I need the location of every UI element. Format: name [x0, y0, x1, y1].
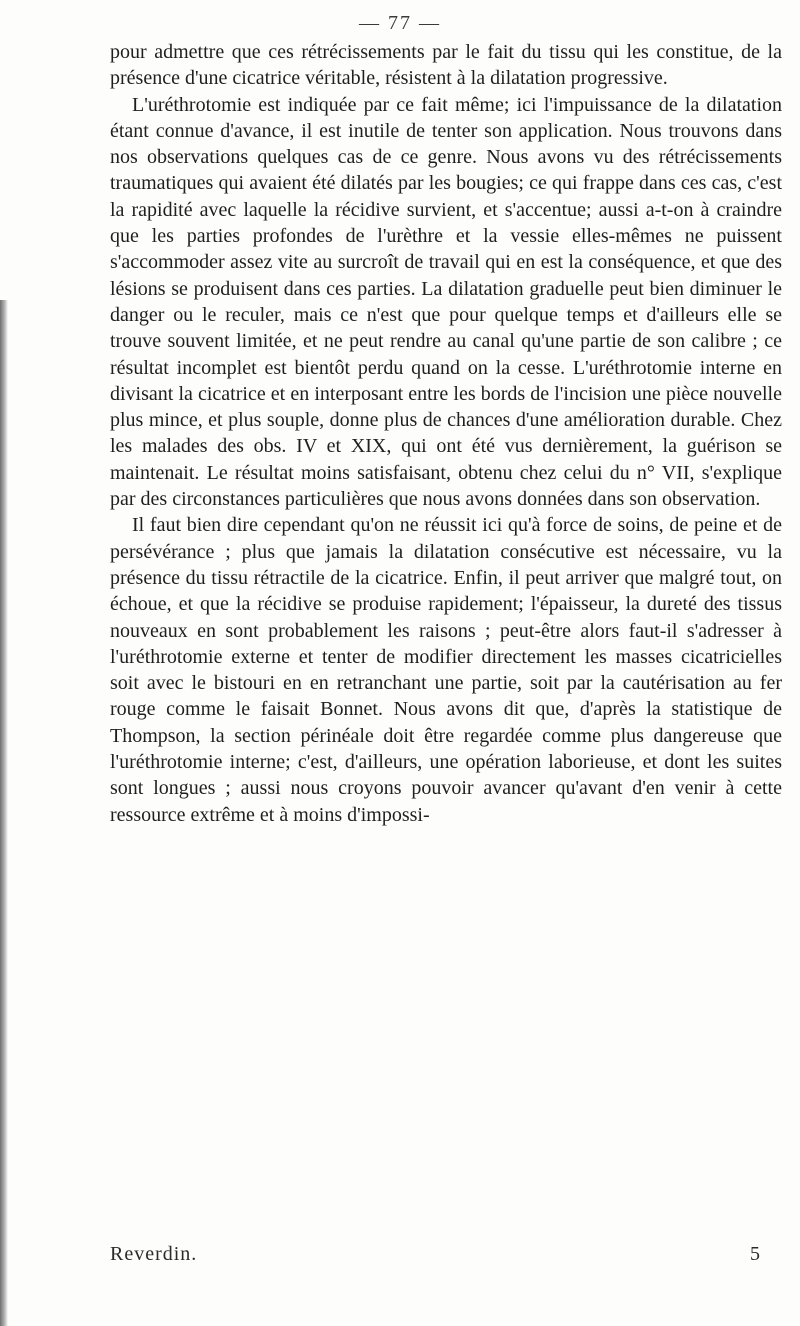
gathering-signature-mark: 5 [750, 1243, 760, 1265]
paragraph-1: pour admettre que ces rétrécissements par le fait du tissu qui les constitue, de la présence d'une cicatrice véritable, résistent à la dilatation progressive. [110, 41, 782, 90]
body-text [110, 39, 782, 828]
author-signature: Reverdin. [110, 1243, 198, 1265]
binding-shadow [0, 300, 8, 1326]
paragraph-2: L'uréthrotomie est indiquée par ce fait même; ici l'impuissance de la dilatation étant connue d'avance, il est inutile de tenter son application. Nous trouvons dans nos observations quelques cas de ce genre. Nous avons vu des rétrécissements traumatiques qui avaient été dilatés par les bougies; ce qui frappe dans ces cas, c'est la rapidité avec laquelle la récidive survient, et s'accentue; aussi a-t-on à craindre que les parties profondes de l'urèthre et la vessie elles-mêmes ne puissent s'accommoder assez vite au surcroît de travail qui en est la conséquence, et que des lésions se produisent dans ces parties. La dilatation graduelle peut bien diminuer le danger ou le reculer, mais ce n'est que pour quelque temps et d'ailleurs elle se trouve souvent limitée, et ne peut rendre au canal qu'une partie de son calibre ; ce résultat incomplet est bientôt perdu quand on la cesse. L'uréthrotomie interne en divisant la cicatrice et en interposant entre les bords de l'incision une pièce nouvelle plus mince, et plus souple, donne plus de chances d'une amélioration durable. Chez les malades des obs. IV et XIX, qui ont été vus dernièrement, la guérison se maintenait. Le résultat moins satisfaisant, obtenu chez celui du n° VII, s'explique par des circonstances particulières que nous avons données dans son observation. [110, 93, 782, 511]
paragraph-3: Il faut bien dire cependant qu'on ne réussit ici qu'à force de soins, de peine et de persévérance ; plus que jamais la dilatation consécutive est nécessaire, vu la présence du tissu rétractile de la cicatrice. Enfin, il peut arriver que malgré tout, on échoue, et que la récidive se produise rapidement; l'épaisseur, la dureté des tissus nouveaux en sont probablement les raisons ; peut-être alors faut-il s'adresser à l'uréthrotomie externe et tenter de modifier directement les masses cicatricielles soit avec le bistouri en en retranchant une partie, soit par la cautérisation au fer rouge comme le faisait Bonnet. Nous avons dit que, d'après la statistique de Thompson, la section périnéale doit être regardée comme plus dangereuse que l'uréthrotomie interne; c'est, d'ailleurs, une opération laborieuse, et dont les suites sont longues ; aussi nous croyons pouvoir avancer qu'avant d'en venir à cette ressource extrême et à moins d'impossi- [110, 514, 782, 826]
page-number: — 77 — [359, 12, 441, 34]
